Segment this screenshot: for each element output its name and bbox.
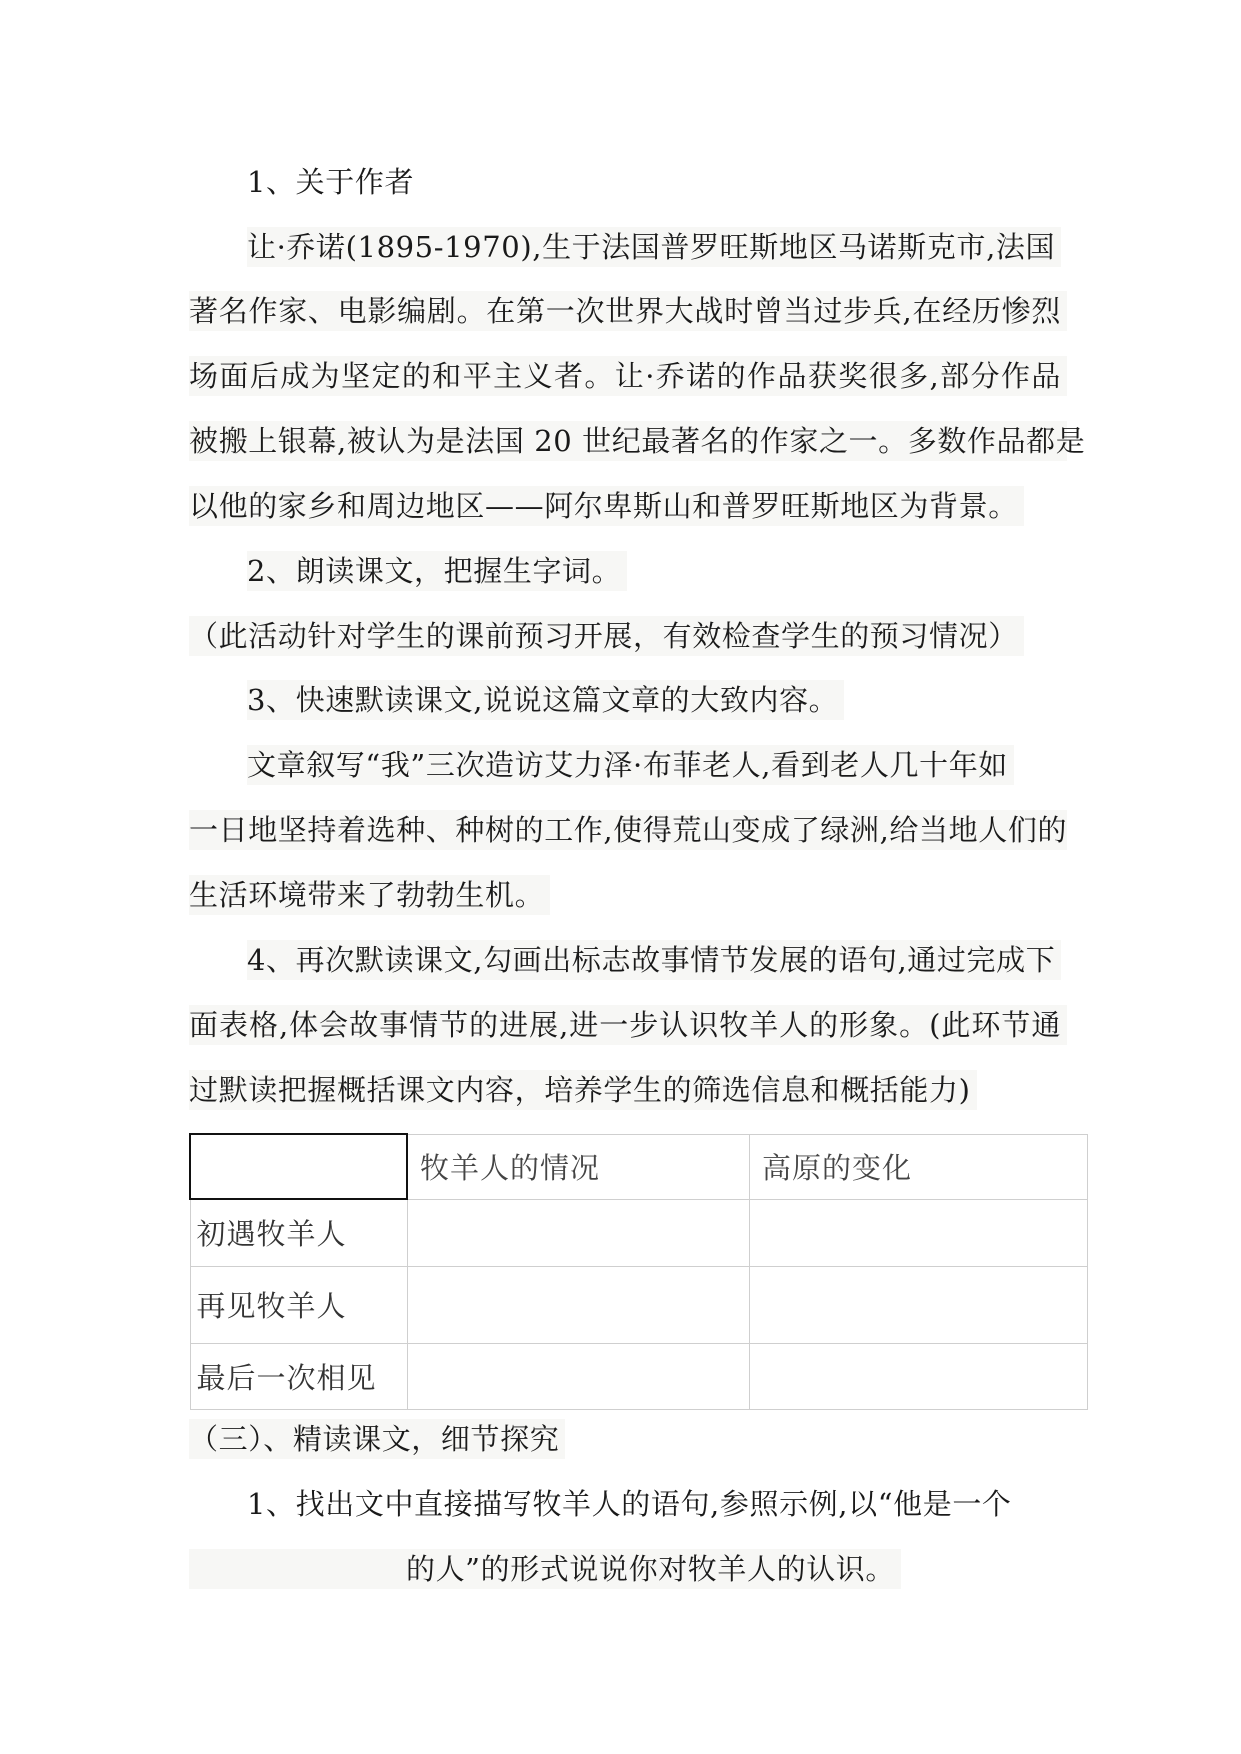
section-4-line-2: 面表格,体会故事情节的进展,进一步认识牧羊人的形象。(此环节通 <box>189 1005 1067 1045</box>
summary-line-1: 文章叙写“我”三次造访艾力泽·布菲老人,看到老人几十年如 <box>247 745 1014 785</box>
header-plateau-change: 高原的变化 <box>750 1134 1088 1199</box>
table-corner-cell[interactable] <box>190 1134 407 1199</box>
author-paragraph-line-1: 让·乔诺(1895-1970),生于法国普罗旺斯地区马诺斯克市,法国 <box>247 227 1061 267</box>
close-reading-task-line-2: 的人”的形式说说你对牧羊人的认识。 <box>189 1549 901 1589</box>
close-reading-task-line-1: 1、找出文中直接描写牧羊人的语句,参照示例,以“他是一个 <box>247 1487 1012 1521</box>
shepherd-cell[interactable] <box>407 1343 750 1409</box>
table-row <box>190 1266 1088 1343</box>
section-3-heading: 3、快速默读课文,说说这篇文章的大致内容。 <box>247 680 844 720</box>
part-3-heading: （三）、精读课文，细节探究 <box>189 1419 565 1459</box>
summary-line-3: 生活环境带来了勃勃生机。 <box>189 875 550 915</box>
author-paragraph-line-2: 著名作家、电影编剧。在第一次世界大战时曾当过步兵,在经历惨烈 <box>189 291 1067 331</box>
section-2-note: （此活动针对学生的课前预习开展，有效检查学生的预习情况） <box>189 616 1024 656</box>
section-1-heading: 1、关于作者 <box>247 165 415 199</box>
header-shepherd-situation: 牧羊人的情况 <box>407 1134 750 1199</box>
row-label: 初遇牧羊人 <box>190 1199 407 1266</box>
plot-progress-table <box>189 1133 1088 1410</box>
row-label: 最后一次相见 <box>190 1343 407 1409</box>
plateau-cell[interactable] <box>750 1343 1088 1409</box>
author-paragraph-line-3: 场面后成为坚定的和平主义者。让·乔诺的作品获奖很多,部分作品 <box>189 356 1067 396</box>
table-row <box>190 1199 1088 1266</box>
author-paragraph-line-4: 被搬上银幕,被认为是法国 20 世纪最著名的作家之一。多数作品都是 <box>189 421 1067 461</box>
shepherd-cell[interactable] <box>407 1266 750 1343</box>
row-label: 再见牧羊人 <box>190 1266 407 1343</box>
table-row <box>190 1343 1088 1409</box>
section-2-heading: 2、朗读课文，把握生字词。 <box>247 551 627 591</box>
table-header-row <box>190 1134 1088 1199</box>
author-paragraph-line-5: 以他的家乡和周边地区——阿尔卑斯山和普罗旺斯地区为背景。 <box>189 486 1024 526</box>
shepherd-cell[interactable] <box>407 1199 750 1266</box>
plateau-cell[interactable] <box>750 1199 1088 1266</box>
section-4-line-3: 过默读把握概括课文内容，培养学生的筛选信息和概括能力) <box>189 1070 977 1110</box>
section-4-line-1: 4、再次默读课文,勾画出标志故事情节发展的语句,通过完成下 <box>247 940 1061 980</box>
plateau-cell[interactable] <box>750 1266 1088 1343</box>
summary-line-2: 一日地坚持着选种、种树的工作,使得荒山变成了绿洲,给当地人们的 <box>189 810 1067 850</box>
